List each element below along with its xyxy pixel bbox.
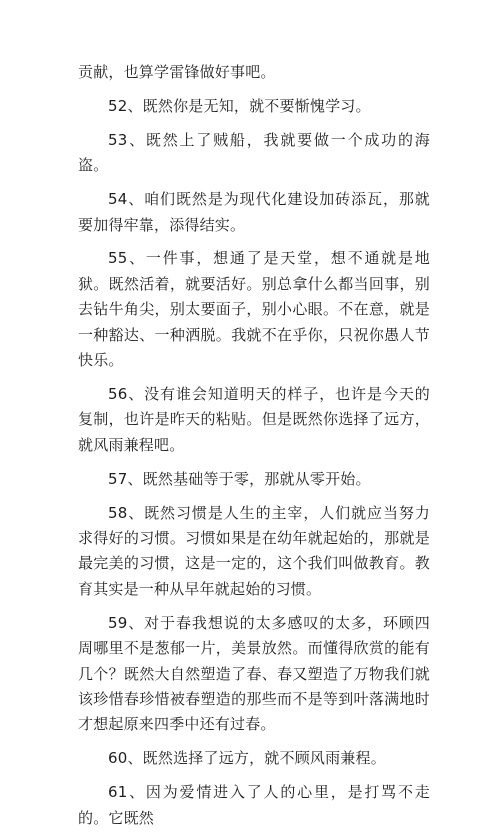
paragraph-61: 61、因为爱情进入了人的心里，是打骂不走的。它既然: [78, 783, 430, 827]
paragraph-55: 55、一件事，想通了是天堂，想不通就是地狱。既然活着，就要活好。别总拿什么都当回事，别去钻牛角尖，别太要面子，别小心眼。不在意，就是一种豁达、一种洒脱。我就不在乎你，只祝你愚人节快乐。: [78, 249, 430, 370]
paragraph-53: 53、既然上了贼船，我就要做一个成功的海盗。: [78, 130, 430, 175]
paragraph-56: 56、没有谁会知道明天的样子，也许是今天的复制，也许是昨天的粘贴。但是既然你选择了远方，就风雨兼程吧。: [78, 384, 430, 454]
paragraph-54: 54、咱们既然是为现代化建设加砖添瓦，那就要加得牢靠，添得结实。: [78, 190, 430, 234]
paragraph-58: 58、既然习惯是人生的主宰，人们就应当努力求得好的习惯。习惯如果是在幼年就起始的，那就是最完美的习惯，这是一定的，这个我们叫做教育。教育其实是一种从早年就起始的习惯。: [78, 503, 430, 598]
paragraph-continuation: 贡献，也算学雷锋做好事吧。: [78, 63, 276, 81]
paragraph-52: 52、既然你是无知，就不要惭愧学习。: [108, 96, 371, 115]
paragraph-57: 57、既然基础等于零，那就从零开始。: [108, 469, 371, 488]
paragraph-59: 59、对于春我想说的太多感叹的太多，环顾四周哪里不是葱郁一片，美景放然。而懂得欣赏的能有几个？既然大自然塑造了春、春又塑造了万物我们就该珍惜春珍惜被春塑造的那些而不是等到叶落满地时才想起原来四季中还有过春。: [78, 613, 430, 734]
document-body: [78, 60, 430, 839]
paragraph-60: 60、既然选择了远方，就不顾风雨兼程。: [108, 749, 386, 768]
